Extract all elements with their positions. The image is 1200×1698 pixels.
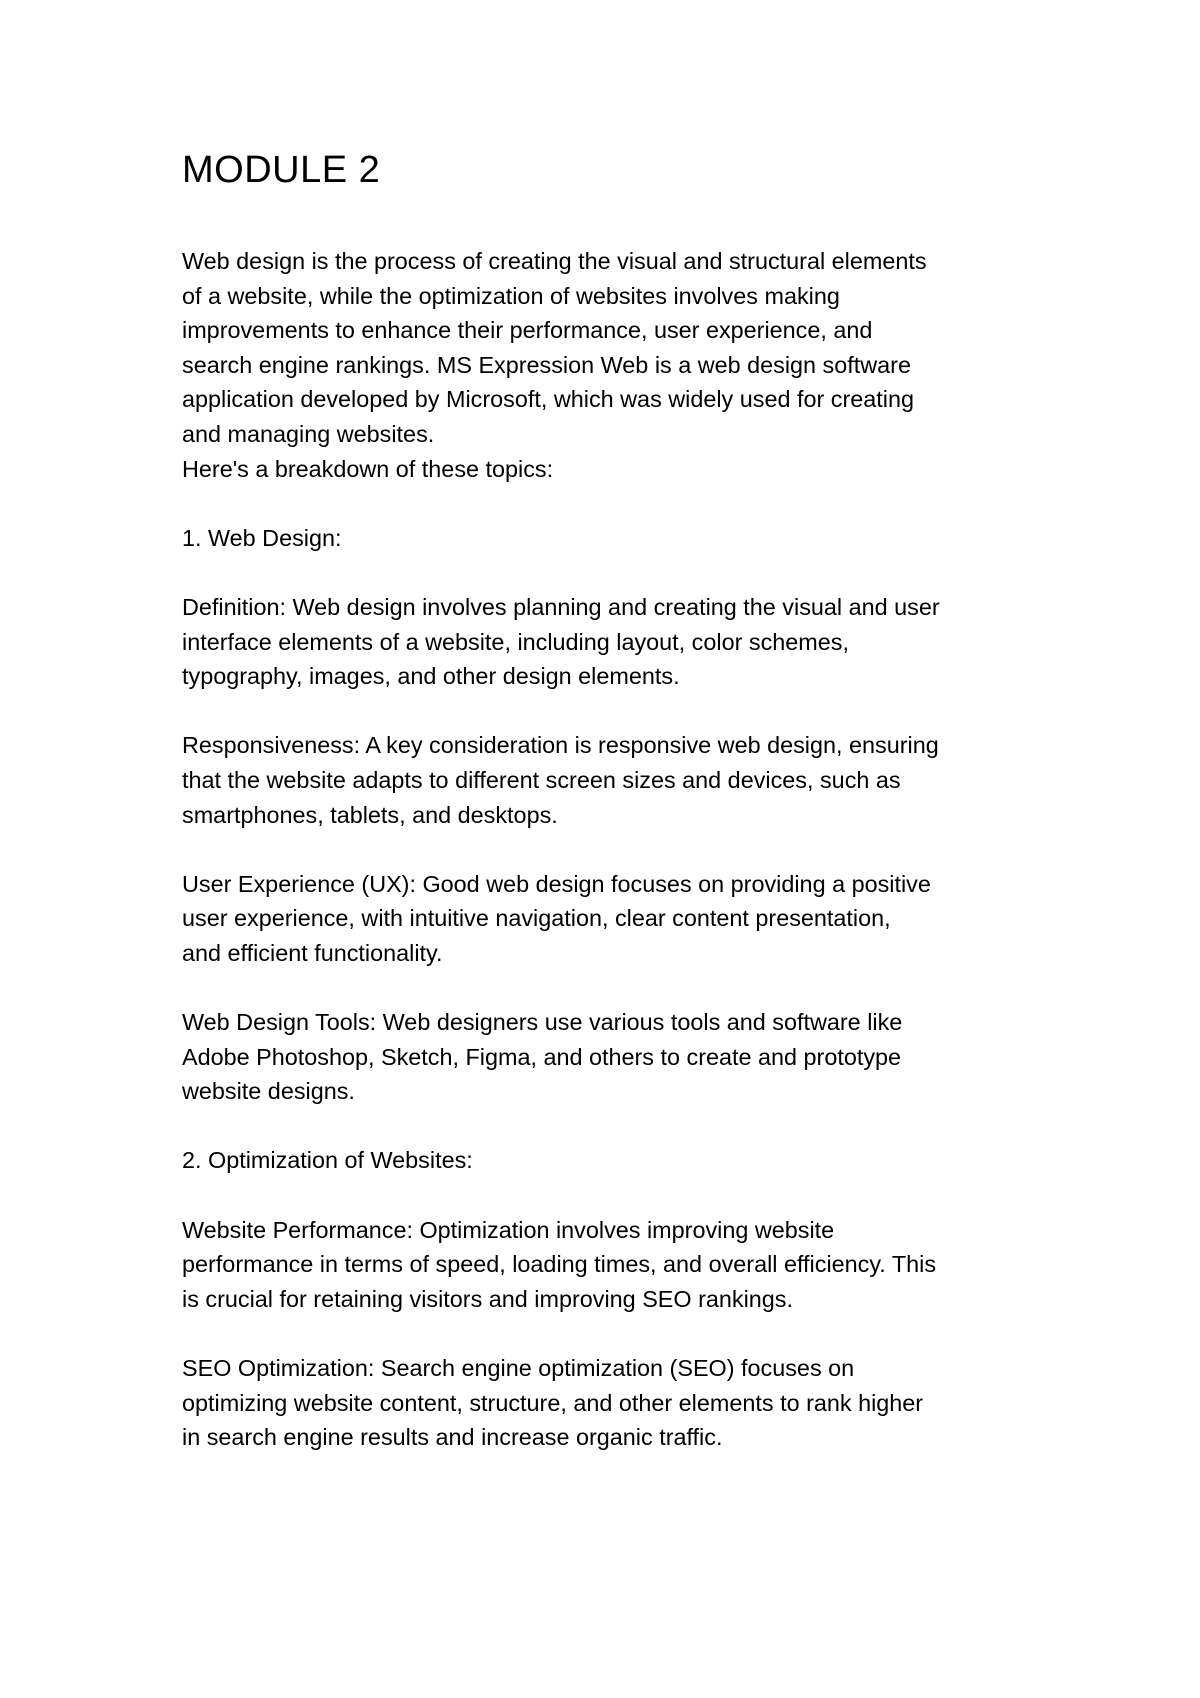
body-line: SEO Optimization: Search engine optimization (SEO) focuses on [182,1355,855,1381]
section-heading: 1. Web Design: [182,524,342,551]
body-line: search engine rankings. MS Expression Web is a web design software [182,351,911,378]
body-line: of a website, while the optimization of websites involves making [182,282,840,309]
body-line: website designs. [182,1078,355,1105]
body-line: Website Performance: Optimization involves improving website [182,1216,835,1243]
body-line: typography, images, and other design elements. [182,663,680,690]
page-title: MODULE 2 [182,149,381,191]
blank-line [182,694,1042,729]
document-body [182,244,1042,1455]
body-line: Responsiveness: A key consideration is responsive web design, ensuring [182,732,939,759]
blank-line [182,555,1042,590]
body-line: improvements to enhance their performance, user experience, and [182,317,873,344]
body-line: in search engine results and increase organic traffic. [182,1424,723,1451]
blank-line [182,970,1042,1005]
section-heading: 2. Optimization of Websites: [182,1147,473,1174]
body-line: application developed by Microsoft, which was widely used for creating [182,386,914,413]
body-line: performance in terms of speed, loading times, and overall efficiency. This [182,1251,937,1278]
blank-line [182,1316,1042,1351]
body-line: and managing websites. [182,420,435,447]
body-line: that the website adapts to different screen sizes and devices, such as [182,766,901,793]
body-line: optimizing website content, structure, and other elements to rank higher [182,1389,924,1416]
blank-line [182,1178,1042,1213]
body-line: user experience, with intuitive navigation, clear content presentation, [182,905,891,932]
blank-line [182,486,1042,521]
blank-line [182,1109,1042,1144]
body-line: Web design is the process of creating the visual and structural elements [182,248,927,274]
body-line: smartphones, tablets, and desktops. [182,801,558,828]
blank-line [182,832,1042,867]
body-line: interface elements of a website, including layout, color schemes, [182,628,849,655]
body-line: and efficient functionality. [182,939,443,966]
body-line: Adobe Photoshop, Sketch, Figma, and others to create and prototype [182,1043,902,1070]
body-line: Definition: Web design involves planning and creating the visual and user [182,593,940,620]
body-line: User Experience (UX): Good web design focuses on providing a positive [182,870,931,897]
body-line: is crucial for retaining visitors and improving SEO rankings. [182,1285,794,1312]
body-line: Web Design Tools: Web designers use various tools and software like [182,1009,903,1036]
body-line: Here's a breakdown of these topics: [182,455,554,482]
